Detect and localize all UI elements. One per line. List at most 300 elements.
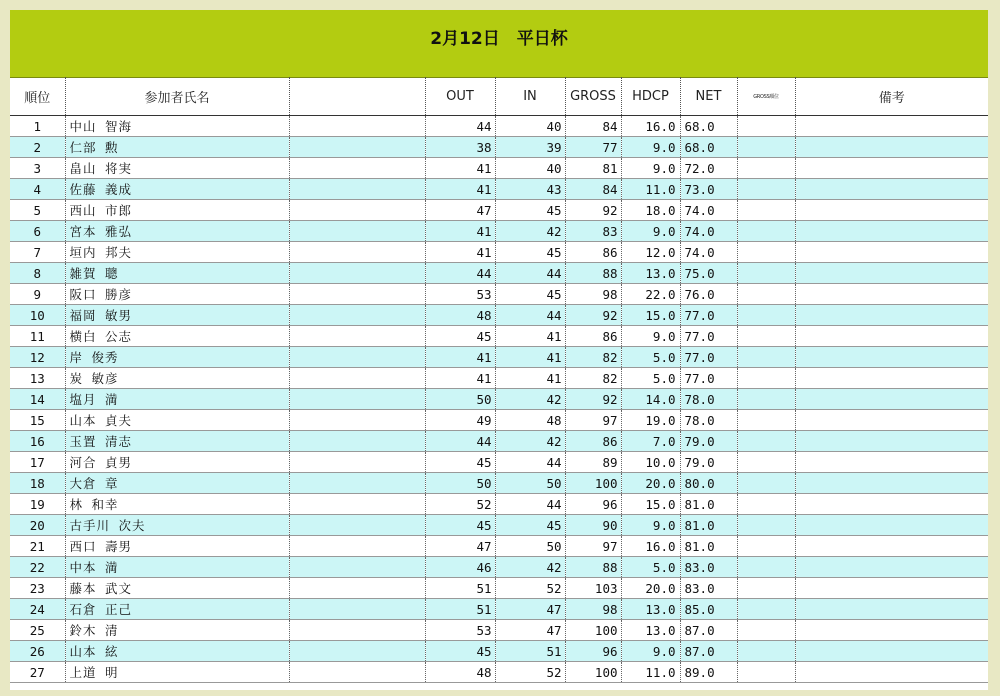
- remarks-cell: [795, 620, 988, 641]
- in-cell: 51: [495, 641, 565, 662]
- in-cell: 52: [495, 662, 565, 683]
- blank-cell: [289, 599, 425, 620]
- gross-cell: 86: [565, 242, 621, 263]
- in-cell: 41: [495, 368, 565, 389]
- out-cell: 48: [425, 305, 495, 326]
- remarks-cell: [795, 557, 988, 578]
- gross-rank-cell: [737, 662, 795, 683]
- out-cell: 44: [425, 431, 495, 452]
- net-cell: 74.0: [680, 200, 737, 221]
- blank-cell: [289, 200, 425, 221]
- name-cell: 林 和幸: [65, 494, 289, 515]
- table-row: [10, 242, 988, 263]
- table-row: [10, 116, 988, 137]
- hdcp-cell: 9.0: [621, 326, 680, 347]
- gross-rank-cell: [737, 221, 795, 242]
- table-row: [10, 200, 988, 221]
- hdcp-cell: 18.0: [621, 200, 680, 221]
- gross-rank-cell: [737, 137, 795, 158]
- table-row: [10, 536, 988, 557]
- net-cell: 81.0: [680, 494, 737, 515]
- out-cell: 53: [425, 620, 495, 641]
- gross-cell: 98: [565, 599, 621, 620]
- name-cell: 畠山 将実: [65, 158, 289, 179]
- out-cell: 51: [425, 599, 495, 620]
- remarks-cell: [795, 515, 988, 536]
- gross-rank-cell: [737, 368, 795, 389]
- blank-cell: [289, 368, 425, 389]
- in-cell: 42: [495, 389, 565, 410]
- gross-rank-cell: [737, 116, 795, 137]
- gross-cell: 86: [565, 431, 621, 452]
- out-cell: 41: [425, 242, 495, 263]
- blank-cell: [289, 158, 425, 179]
- header-gross: GROSS: [565, 77, 621, 116]
- net-cell: 83.0: [680, 578, 737, 599]
- out-cell: 49: [425, 410, 495, 431]
- gross-rank-cell: [737, 578, 795, 599]
- gross-cell: 84: [565, 179, 621, 200]
- net-cell: 78.0: [680, 389, 737, 410]
- net-cell: 75.0: [680, 263, 737, 284]
- hdcp-cell: 15.0: [621, 305, 680, 326]
- name-cell: 炭 敏彦: [65, 368, 289, 389]
- out-cell: 41: [425, 179, 495, 200]
- rank-cell: 23: [10, 578, 65, 599]
- table-row: [10, 473, 988, 494]
- hdcp-cell: 20.0: [621, 473, 680, 494]
- rank-cell: 24: [10, 599, 65, 620]
- name-cell: 上道 明: [65, 662, 289, 683]
- header-out: OUT: [425, 77, 495, 116]
- page-title: 2月12日 平日杯: [430, 29, 568, 49]
- gross-rank-cell: [737, 389, 795, 410]
- remarks-cell: [795, 200, 988, 221]
- gross-rank-cell: [737, 284, 795, 305]
- header-remarks: 備考: [795, 77, 988, 116]
- blank-cell: [289, 557, 425, 578]
- rank-cell: 27: [10, 662, 65, 683]
- hdcp-cell: 11.0: [621, 662, 680, 683]
- name-cell: 福岡 敏男: [65, 305, 289, 326]
- in-cell: 44: [495, 263, 565, 284]
- name-cell: 雑賀 聰: [65, 263, 289, 284]
- remarks-cell: [795, 305, 988, 326]
- gross-cell: 86: [565, 326, 621, 347]
- net-cell: 68.0: [680, 116, 737, 137]
- rank-cell: 9: [10, 284, 65, 305]
- blank-cell: [289, 179, 425, 200]
- rank-cell: 20: [10, 515, 65, 536]
- remarks-cell: [795, 599, 988, 620]
- table-row: [10, 578, 988, 599]
- net-cell: 68.0: [680, 137, 737, 158]
- name-cell: 岸 俊秀: [65, 347, 289, 368]
- name-cell: 古手川 次夫: [65, 515, 289, 536]
- gross-cell: 92: [565, 200, 621, 221]
- gross-cell: 92: [565, 305, 621, 326]
- name-cell: 鈴木 清: [65, 620, 289, 641]
- gross-cell: 97: [565, 536, 621, 557]
- name-cell: 佐藤 義成: [65, 179, 289, 200]
- out-cell: 41: [425, 158, 495, 179]
- blank-cell: [289, 116, 425, 137]
- remarks-cell: [795, 389, 988, 410]
- rank-cell: 22: [10, 557, 65, 578]
- blank-cell: [289, 620, 425, 641]
- gross-rank-cell: [737, 620, 795, 641]
- header-gross-rank: GROSS順位: [737, 77, 795, 116]
- rank-cell: 15: [10, 410, 65, 431]
- rank-cell: 16: [10, 431, 65, 452]
- rank-cell: 18: [10, 473, 65, 494]
- in-cell: 48: [495, 410, 565, 431]
- in-cell: 42: [495, 557, 565, 578]
- gross-cell: 82: [565, 347, 621, 368]
- gross-cell: 77: [565, 137, 621, 158]
- in-cell: 43: [495, 179, 565, 200]
- table-row: [10, 368, 988, 389]
- gross-rank-cell: [737, 326, 795, 347]
- remarks-cell: [795, 662, 988, 683]
- remarks-cell: [795, 452, 988, 473]
- hdcp-cell: 9.0: [621, 158, 680, 179]
- name-cell: 塩月 満: [65, 389, 289, 410]
- rank-cell: 3: [10, 158, 65, 179]
- gross-cell: 90: [565, 515, 621, 536]
- in-cell: 42: [495, 221, 565, 242]
- name-cell: 河合 貞男: [65, 452, 289, 473]
- blank-cell: [289, 473, 425, 494]
- remarks-cell: [795, 494, 988, 515]
- rank-cell: 25: [10, 620, 65, 641]
- gross-cell: 103: [565, 578, 621, 599]
- in-cell: 47: [495, 599, 565, 620]
- blank-cell: [289, 221, 425, 242]
- name-cell: 中本 満: [65, 557, 289, 578]
- gross-cell: 100: [565, 620, 621, 641]
- remarks-cell: [795, 221, 988, 242]
- table-row: [10, 158, 988, 179]
- name-cell: 阪口 勝彦: [65, 284, 289, 305]
- table-row: [10, 641, 988, 662]
- hdcp-cell: 13.0: [621, 263, 680, 284]
- hdcp-cell: 15.0: [621, 494, 680, 515]
- remarks-cell: [795, 410, 988, 431]
- hdcp-cell: 11.0: [621, 179, 680, 200]
- gross-cell: 84: [565, 116, 621, 137]
- gross-rank-cell: [737, 242, 795, 263]
- table-row: [10, 494, 988, 515]
- remarks-cell: [795, 116, 988, 137]
- in-cell: 45: [495, 200, 565, 221]
- table-row: [10, 620, 988, 641]
- gross-cell: 92: [565, 389, 621, 410]
- in-cell: 44: [495, 452, 565, 473]
- out-cell: 53: [425, 284, 495, 305]
- table-row: [10, 347, 988, 368]
- name-cell: 横白 公志: [65, 326, 289, 347]
- hdcp-cell: 5.0: [621, 557, 680, 578]
- remarks-cell: [795, 473, 988, 494]
- table-row: [10, 557, 988, 578]
- name-cell: 仁部 勲: [65, 137, 289, 158]
- results-table: [10, 77, 988, 683]
- rank-cell: 5: [10, 200, 65, 221]
- rank-cell: 21: [10, 536, 65, 557]
- gross-rank-cell: [737, 200, 795, 221]
- gross-rank-cell: [737, 347, 795, 368]
- out-cell: 51: [425, 578, 495, 599]
- gross-rank-cell: [737, 641, 795, 662]
- gross-rank-cell: [737, 536, 795, 557]
- gross-cell: 96: [565, 641, 621, 662]
- rank-cell: 11: [10, 326, 65, 347]
- rank-cell: 8: [10, 263, 65, 284]
- table-row: [10, 452, 988, 473]
- net-cell: 77.0: [680, 347, 737, 368]
- rank-cell: 12: [10, 347, 65, 368]
- hdcp-cell: 7.0: [621, 431, 680, 452]
- net-cell: 77.0: [680, 368, 737, 389]
- header-in: IN: [495, 77, 565, 116]
- in-cell: 45: [495, 242, 565, 263]
- net-cell: 79.0: [680, 452, 737, 473]
- gross-rank-cell: [737, 431, 795, 452]
- in-cell: 45: [495, 284, 565, 305]
- rank-cell: 6: [10, 221, 65, 242]
- name-cell: 垣内 邦夫: [65, 242, 289, 263]
- gross-rank-cell: [737, 494, 795, 515]
- blank-cell: [289, 410, 425, 431]
- remarks-cell: [795, 578, 988, 599]
- hdcp-cell: 9.0: [621, 221, 680, 242]
- name-cell: 宮本 雅弘: [65, 221, 289, 242]
- in-cell: 41: [495, 347, 565, 368]
- in-cell: 40: [495, 158, 565, 179]
- rank-cell: 19: [10, 494, 65, 515]
- remarks-cell: [795, 179, 988, 200]
- table-row: [10, 599, 988, 620]
- name-cell: 藤本 武文: [65, 578, 289, 599]
- gross-cell: 88: [565, 557, 621, 578]
- blank-cell: [289, 242, 425, 263]
- net-cell: 83.0: [680, 557, 737, 578]
- in-cell: 52: [495, 578, 565, 599]
- net-cell: 80.0: [680, 473, 737, 494]
- gross-rank-cell: [737, 263, 795, 284]
- out-cell: 44: [425, 263, 495, 284]
- blank-cell: [289, 284, 425, 305]
- table-row: [10, 137, 988, 158]
- blank-cell: [289, 326, 425, 347]
- rank-cell: 13: [10, 368, 65, 389]
- remarks-cell: [795, 431, 988, 452]
- out-cell: 50: [425, 389, 495, 410]
- gross-rank-cell: [737, 599, 795, 620]
- name-cell: 石倉 正己: [65, 599, 289, 620]
- rank-cell: 10: [10, 305, 65, 326]
- net-cell: 89.0: [680, 662, 737, 683]
- header-hdcp: HDCP: [621, 77, 680, 116]
- remarks-cell: [795, 284, 988, 305]
- remarks-cell: [795, 158, 988, 179]
- out-cell: 46: [425, 557, 495, 578]
- blank-cell: [289, 494, 425, 515]
- gross-rank-cell: [737, 452, 795, 473]
- rank-cell: 7: [10, 242, 65, 263]
- table-row: [10, 410, 988, 431]
- gross-cell: 89: [565, 452, 621, 473]
- blank-cell: [289, 536, 425, 557]
- out-cell: 50: [425, 473, 495, 494]
- results-body: [10, 116, 988, 683]
- blank-cell: [289, 347, 425, 368]
- gross-cell: 98: [565, 284, 621, 305]
- rank-cell: 14: [10, 389, 65, 410]
- out-cell: 41: [425, 221, 495, 242]
- gross-cell: 100: [565, 473, 621, 494]
- out-cell: 47: [425, 536, 495, 557]
- out-cell: 47: [425, 200, 495, 221]
- hdcp-cell: 14.0: [621, 389, 680, 410]
- name-cell: 玉置 清志: [65, 431, 289, 452]
- net-cell: 87.0: [680, 620, 737, 641]
- out-cell: 41: [425, 347, 495, 368]
- name-cell: 山本 貞夫: [65, 410, 289, 431]
- table-row: [10, 662, 988, 683]
- gross-rank-cell: [737, 158, 795, 179]
- table-row: [10, 326, 988, 347]
- blank-cell: [289, 137, 425, 158]
- net-cell: 73.0: [680, 179, 737, 200]
- in-cell: 45: [495, 515, 565, 536]
- out-cell: 45: [425, 326, 495, 347]
- gross-cell: 82: [565, 368, 621, 389]
- name-cell: 中山 智海: [65, 116, 289, 137]
- gross-rank-cell: [737, 557, 795, 578]
- title-bar: [10, 10, 988, 78]
- table-row: [10, 263, 988, 284]
- remarks-cell: [795, 347, 988, 368]
- gross-rank-cell: [737, 305, 795, 326]
- remarks-cell: [795, 137, 988, 158]
- out-cell: 45: [425, 515, 495, 536]
- hdcp-cell: 13.0: [621, 599, 680, 620]
- hdcp-cell: 5.0: [621, 368, 680, 389]
- gross-cell: 83: [565, 221, 621, 242]
- table-row: [10, 305, 988, 326]
- blank-cell: [289, 389, 425, 410]
- hdcp-cell: 9.0: [621, 515, 680, 536]
- net-cell: 81.0: [680, 536, 737, 557]
- table-row: [10, 431, 988, 452]
- out-cell: 44: [425, 116, 495, 137]
- in-cell: 47: [495, 620, 565, 641]
- in-cell: 40: [495, 116, 565, 137]
- gross-cell: 100: [565, 662, 621, 683]
- name-cell: 西山 市郎: [65, 200, 289, 221]
- hdcp-cell: 10.0: [621, 452, 680, 473]
- out-cell: 45: [425, 641, 495, 662]
- blank-cell: [289, 263, 425, 284]
- blank-cell: [289, 431, 425, 452]
- name-cell: 西口 壽男: [65, 536, 289, 557]
- remarks-cell: [795, 242, 988, 263]
- rank-cell: 4: [10, 179, 65, 200]
- header-rank: 順位: [10, 77, 65, 116]
- hdcp-cell: 19.0: [621, 410, 680, 431]
- out-cell: 38: [425, 137, 495, 158]
- hdcp-cell: 5.0: [621, 347, 680, 368]
- out-cell: 48: [425, 662, 495, 683]
- in-cell: 44: [495, 305, 565, 326]
- gross-cell: 88: [565, 263, 621, 284]
- net-cell: 74.0: [680, 242, 737, 263]
- hdcp-cell: 16.0: [621, 536, 680, 557]
- in-cell: 42: [495, 431, 565, 452]
- net-cell: 77.0: [680, 305, 737, 326]
- in-cell: 39: [495, 137, 565, 158]
- rank-cell: 1: [10, 116, 65, 137]
- name-cell: 大倉 章: [65, 473, 289, 494]
- gross-rank-cell: [737, 179, 795, 200]
- header-blank: [289, 77, 425, 116]
- out-cell: 41: [425, 368, 495, 389]
- blank-cell: [289, 641, 425, 662]
- net-cell: 87.0: [680, 641, 737, 662]
- header-name: 参加者氏名: [65, 77, 289, 116]
- net-cell: 78.0: [680, 410, 737, 431]
- net-cell: 79.0: [680, 431, 737, 452]
- net-cell: 76.0: [680, 284, 737, 305]
- remarks-cell: [795, 536, 988, 557]
- hdcp-cell: 16.0: [621, 116, 680, 137]
- blank-cell: [289, 452, 425, 473]
- gross-cell: 96: [565, 494, 621, 515]
- gross-rank-cell: [737, 515, 795, 536]
- remarks-cell: [795, 263, 988, 284]
- out-cell: 52: [425, 494, 495, 515]
- gross-rank-cell: [737, 410, 795, 431]
- rank-cell: 17: [10, 452, 65, 473]
- blank-cell: [289, 305, 425, 326]
- name-cell: 山本 絃: [65, 641, 289, 662]
- gross-cell: 81: [565, 158, 621, 179]
- table-row: [10, 389, 988, 410]
- out-cell: 45: [425, 452, 495, 473]
- table-row: [10, 179, 988, 200]
- header-net: NET: [680, 77, 737, 116]
- blank-cell: [289, 662, 425, 683]
- in-cell: 50: [495, 473, 565, 494]
- hdcp-cell: 9.0: [621, 137, 680, 158]
- remarks-cell: [795, 641, 988, 662]
- remarks-cell: [795, 326, 988, 347]
- table-row: [10, 515, 988, 536]
- rank-cell: 2: [10, 137, 65, 158]
- net-cell: 85.0: [680, 599, 737, 620]
- hdcp-cell: 12.0: [621, 242, 680, 263]
- gross-rank-cell: [737, 473, 795, 494]
- net-cell: 77.0: [680, 326, 737, 347]
- hdcp-cell: 9.0: [621, 641, 680, 662]
- rank-cell: 26: [10, 641, 65, 662]
- gross-cell: 97: [565, 410, 621, 431]
- table-row: [10, 284, 988, 305]
- table-row: [10, 221, 988, 242]
- net-cell: 72.0: [680, 158, 737, 179]
